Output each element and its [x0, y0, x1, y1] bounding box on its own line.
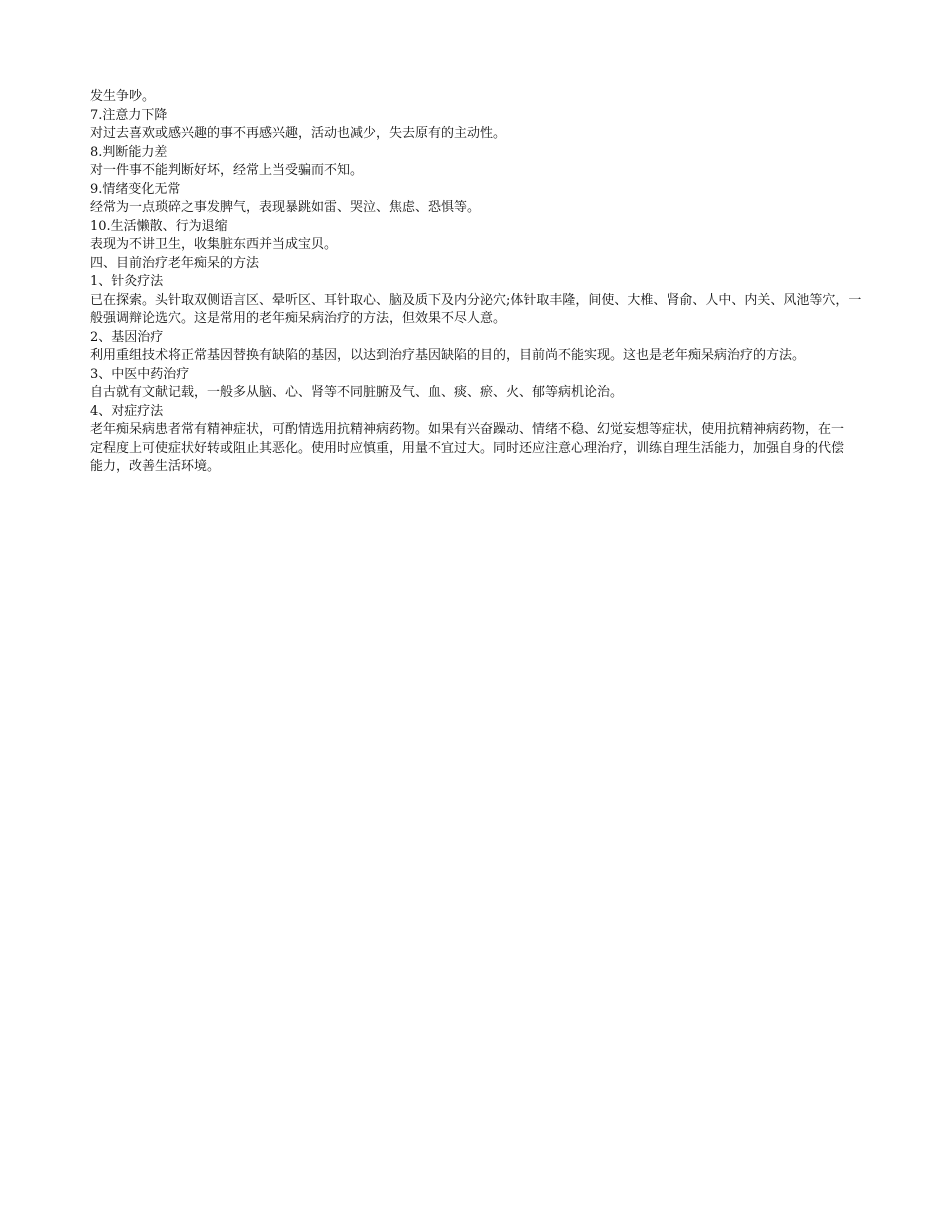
- section-heading: 9.情绪变化无常: [90, 181, 181, 197]
- paragraph: 利用重组技术将正常基因替换有缺陷的基因，以达到治疗基因缺陷的目的，目前尚不能实现。这也是老年痴呆病治疗的方法。: [90, 348, 806, 363]
- section-heading: 3、中医中药治疗: [90, 366, 190, 382]
- paragraph: 老年痴呆病患者常有精神症状，可酌情选用抗精神病药物。如果有兴奋躁动、情绪不稳、幻觉妄想等症状，使用抗精神病药物，在一定程度上可使症状好转或阻止其恶化。使用时应慎重，用量不宜过大。同时还应注意心理治疗，训练自理生活能力，加强自身的代偿能力，改善生活环境。: [90, 422, 845, 474]
- section-heading: 8.判断能力差: [90, 144, 168, 160]
- paragraph: 发生争吵。: [90, 89, 156, 104]
- paragraph: 对一件事不能判断好坏，经常上当受骗而不知。: [90, 163, 364, 178]
- section-heading: 2、基因治疗: [90, 329, 164, 345]
- paragraph: 对过去喜欢或感兴趣的事不再感兴趣，活动也减少，失去原有的主动性。: [90, 126, 507, 141]
- chapter-heading: 四、目前治疗老年痴呆的方法: [90, 255, 260, 271]
- section-heading: 10.生活懒散、行为退缩: [90, 218, 228, 234]
- section-heading: 4、对症疗法: [90, 403, 164, 419]
- paragraph: 自古就有文献记载，一般多从脑、心、肾等不同脏腑及气、血、痰、瘀、火、郁等病机论治。: [90, 385, 624, 400]
- paragraph: 表现为不讲卫生，收集脏东西并当成宝贝。: [90, 237, 338, 252]
- document-body: [90, 88, 870, 477]
- paragraph: 已在探索。头针取双侧语言区、晕听区、耳针取心、脑及质下及内分泌穴;体针取丰隆，间使、大椎、肾俞、人中、内关、风池等穴，一般强调辩论选穴。这是常用的老年痴呆病治疗的方法，但效果不尽人意。: [90, 292, 862, 326]
- section-heading: 1、针灸疗法: [90, 274, 164, 289]
- section-heading: 7.注意力下降: [90, 107, 168, 123]
- paragraph: 经常为一点琐碎之事发脾气，表现暴跳如雷、哭泣、焦虑、恐惧等。: [90, 200, 481, 215]
